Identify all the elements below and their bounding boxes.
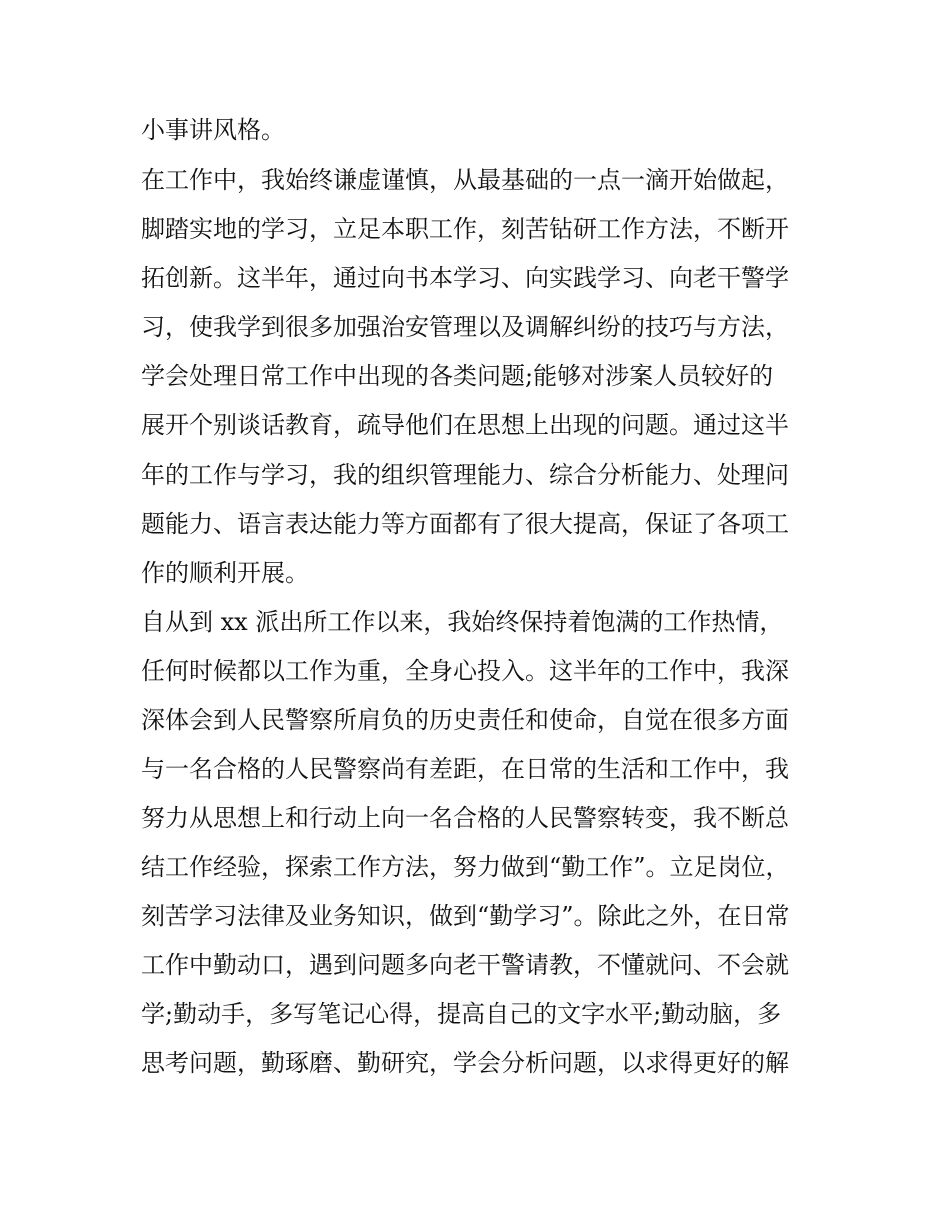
text-line: 结工作经验，探索工作方法，努力做到“勤工作”。立足岗位，	[141, 853, 790, 881]
text-line: 习，使我学到很多加强治安管理以及调解纠纷的技巧与方法，	[141, 313, 789, 341]
text-line: 努力从思想上和行动上向一名合格的人民警察转变，我不断总	[141, 804, 789, 832]
text-line: 脚踏实地的学习，立足本职工作，刻苦钻研工作方法，不断开	[141, 215, 789, 243]
text-line: 展开个别谈话教育，疏导他们在思想上出现的问题。通过这半	[141, 411, 789, 439]
text-line: 任何时候都以工作为重，全身心投入。这半年的工作中，我深	[141, 657, 789, 685]
text-line: 学;勤动手，多写笔记心得，提高自己的文字水平;勤动脑，多	[141, 1000, 782, 1028]
text-line: 题能力、语言表达能力等方面都有了很大提高，保证了各项工	[141, 510, 789, 538]
text-line: 作的顺利开展。	[141, 559, 309, 587]
text-line: 自从到 xx 派出所工作以来，我始终保持着饱满的工作热情，	[141, 608, 784, 636]
text-line: 小事讲风格。	[141, 116, 285, 144]
text-line: 工作中勤动口，遇到问题多向老干警请教，不懂就问、不会就	[141, 951, 789, 979]
text-line: 深体会到人民警察所肩负的历史责任和使命，自觉在很多方面	[141, 706, 789, 734]
text-line: 思考问题，勤琢磨、勤研究，学会分析问题，以求得更好的解	[141, 1049, 789, 1077]
text-line: 年的工作与学习，我的组织管理能力、综合分析能力、处理问	[141, 461, 789, 489]
text-line: 拓创新。这半年，通过向书本学习、向实践学习、向老干警学	[141, 264, 789, 292]
text-line: 与一名合格的人民警察尚有差距，在日常的生活和工作中，我	[141, 755, 789, 783]
text-line: 刻苦学习法律及业务知识，做到“勤学习”。除此之外，在日常	[141, 902, 790, 930]
text-line: 学会处理日常工作中出现的各类问题;能够对涉案人员较好的	[141, 362, 774, 390]
text-line: 在工作中，我始终谦虚谨慎，从最基础的一点一滴开始做起，	[141, 166, 789, 194]
